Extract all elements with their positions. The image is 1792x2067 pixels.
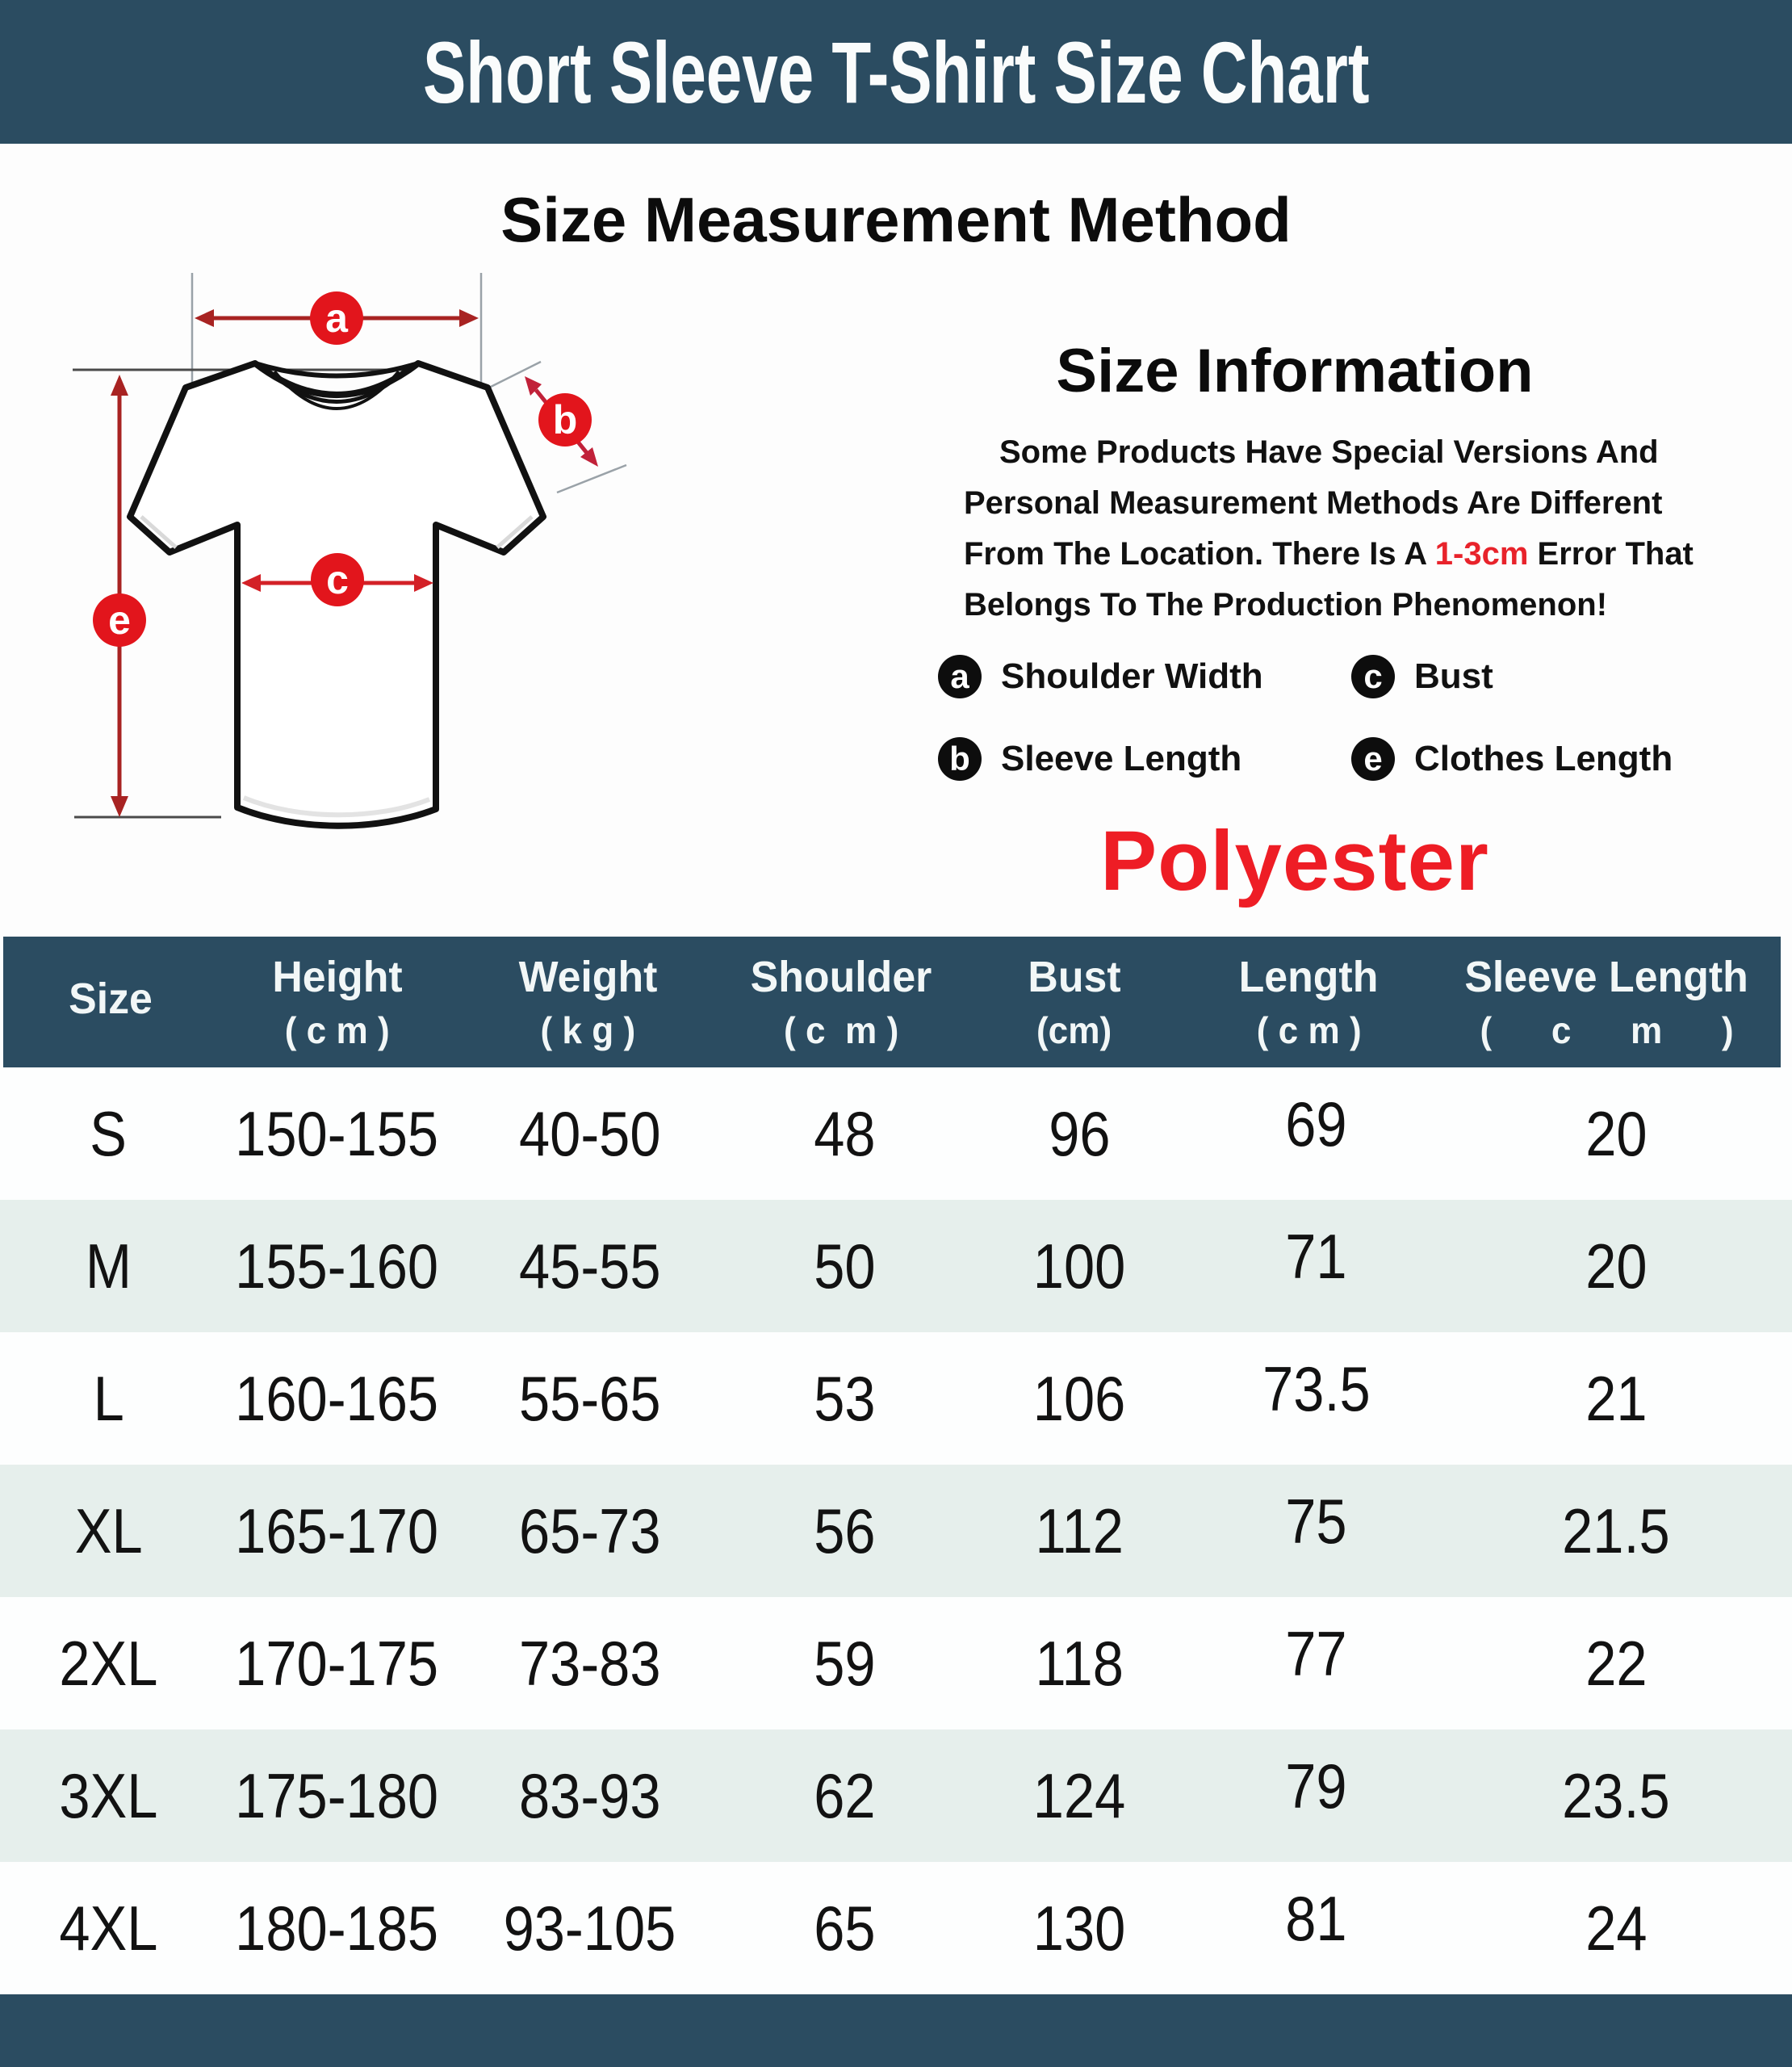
legend-label: Sleeve Length: [1001, 739, 1242, 778]
measurement-legend: [938, 655, 1792, 781]
measure-label-b: b: [552, 397, 578, 442]
legend-badge-b-icon: b: [938, 737, 982, 781]
table-cell: 40-50: [518, 1097, 661, 1169]
table-cell: 59: [814, 1627, 876, 1699]
legend-item-sleeve-length: [938, 737, 1351, 781]
table-cell: 56: [814, 1495, 876, 1566]
table-cell: 100: [1033, 1230, 1126, 1302]
table-cell: 124: [1033, 1759, 1126, 1831]
info-text-highlight: 1-3cm: [1434, 536, 1529, 572]
page-title: Short Sleeve T-Shirt Size Chart: [422, 23, 1370, 121]
size-table-header: [3, 937, 1781, 1067]
legend-badge-e-icon: e: [1351, 737, 1395, 781]
table-cell: L: [93, 1362, 124, 1434]
table-cell: 3XL: [59, 1759, 158, 1831]
table-row: [0, 1729, 1792, 1862]
table-cell: 53: [814, 1362, 876, 1434]
table-row: [0, 1200, 1792, 1332]
table-cell: M: [85, 1230, 132, 1302]
table-cell: 50: [814, 1230, 876, 1302]
column-header-weight: Weight ( k g ): [518, 953, 658, 1051]
table-cell: 20: [1585, 1097, 1648, 1169]
table-cell: 81: [1285, 1882, 1347, 1954]
table-cell: 62: [814, 1759, 876, 1831]
page-footer-bar: [0, 1994, 1792, 2067]
column-header-bust: Bust (cm): [1028, 953, 1121, 1051]
tshirt-diagram-svg: [63, 265, 676, 830]
legend-badge-a-icon: a: [938, 655, 982, 698]
table-cell: 2XL: [59, 1627, 158, 1699]
table-cell: 55-65: [518, 1362, 661, 1434]
table-cell: 21: [1585, 1362, 1648, 1434]
measure-circle-b: [538, 393, 592, 447]
table-cell: 23.5: [1562, 1759, 1671, 1831]
table-cell: 170-175: [235, 1627, 439, 1699]
column-header-length: Length ( c m ): [1238, 953, 1379, 1051]
table-cell: 160-165: [235, 1362, 439, 1434]
legend-item-clothes-length: [1351, 737, 1792, 781]
table-row: [0, 1067, 1792, 1200]
size-information-section: [886, 265, 1792, 912]
table-cell: 165-170: [235, 1495, 439, 1566]
measure-circle-c: [311, 553, 364, 606]
size-table: [0, 937, 1792, 1994]
table-row: [0, 1862, 1792, 1994]
legend-label: Bust: [1414, 656, 1493, 696]
table-cell: 75: [1285, 1485, 1347, 1557]
table-cell: XL: [74, 1495, 143, 1566]
content-row: [0, 265, 1792, 912]
page-header: [0, 0, 1792, 144]
size-information-text: [964, 427, 1732, 631]
table-cell: 71: [1285, 1220, 1347, 1292]
table-row: [0, 1597, 1792, 1729]
table-cell: 93-105: [503, 1892, 676, 1964]
table-cell: 130: [1033, 1892, 1126, 1964]
table-cell: 112: [1035, 1495, 1124, 1566]
info-text-after: Error That Belongs To The Production Phenomenon!: [964, 536, 1694, 623]
table-cell: 20: [1585, 1230, 1648, 1302]
measure-label-a: a: [325, 296, 348, 341]
table-row: [0, 1465, 1792, 1597]
table-cell: 48: [814, 1097, 876, 1169]
table-cell: 21.5: [1562, 1495, 1671, 1566]
measure-circle-a: [310, 291, 363, 345]
table-cell: 45-55: [518, 1230, 661, 1302]
table-row: [0, 1332, 1792, 1465]
info-text-before: Some Products Have Special Versions And Personal Measurement Methods Are Different From The Location. There Is A: [964, 434, 1663, 572]
column-header-size: Size: [69, 975, 153, 1023]
material-label: Polyester: [1100, 814, 1489, 908]
column-header-sleeve-length: Sleeve Length ( c m ): [1464, 953, 1748, 1051]
table-cell: 77: [1285, 1617, 1347, 1689]
table-cell: 180-185: [235, 1892, 439, 1964]
measure-circle-e: [93, 593, 146, 647]
table-cell: 65: [814, 1892, 876, 1964]
legend-badge-c-icon: c: [1351, 655, 1395, 698]
column-header-shoulder: Shoulder ( c m ): [750, 953, 932, 1051]
legend-item-shoulder-width: [938, 655, 1351, 698]
table-cell: 106: [1033, 1362, 1126, 1434]
table-cell: 175-180: [235, 1759, 439, 1831]
table-cell: 73.5: [1262, 1352, 1371, 1424]
table-cell: 118: [1035, 1627, 1124, 1699]
measure-label-c: c: [326, 557, 349, 602]
table-cell: 22: [1585, 1627, 1648, 1699]
table-cell: 83-93: [518, 1759, 661, 1831]
table-cell: 79: [1285, 1750, 1347, 1822]
tshirt-measurement-diagram: [0, 265, 886, 912]
table-cell: 150-155: [235, 1097, 439, 1169]
legend-label: Shoulder Width: [1001, 656, 1263, 696]
size-table-body: [0, 1067, 1792, 1994]
measure-label-e: e: [108, 597, 131, 643]
table-cell: 96: [1049, 1097, 1111, 1169]
table-cell: 65-73: [518, 1495, 661, 1566]
table-cell: 69: [1285, 1088, 1347, 1159]
size-information-title: Size Information: [1056, 337, 1534, 405]
legend-item-bust: [1351, 655, 1792, 698]
table-cell: 4XL: [59, 1892, 158, 1964]
table-cell: S: [90, 1097, 128, 1169]
table-cell: 24: [1585, 1892, 1648, 1964]
table-cell: 73-83: [518, 1627, 661, 1699]
column-header-height: Height ( c m ): [272, 953, 403, 1051]
table-cell: 155-160: [235, 1230, 439, 1302]
method-section-title: Size Measurement Method: [500, 184, 1292, 255]
guide-line: [557, 465, 626, 493]
legend-label: Clothes Length: [1414, 739, 1673, 778]
